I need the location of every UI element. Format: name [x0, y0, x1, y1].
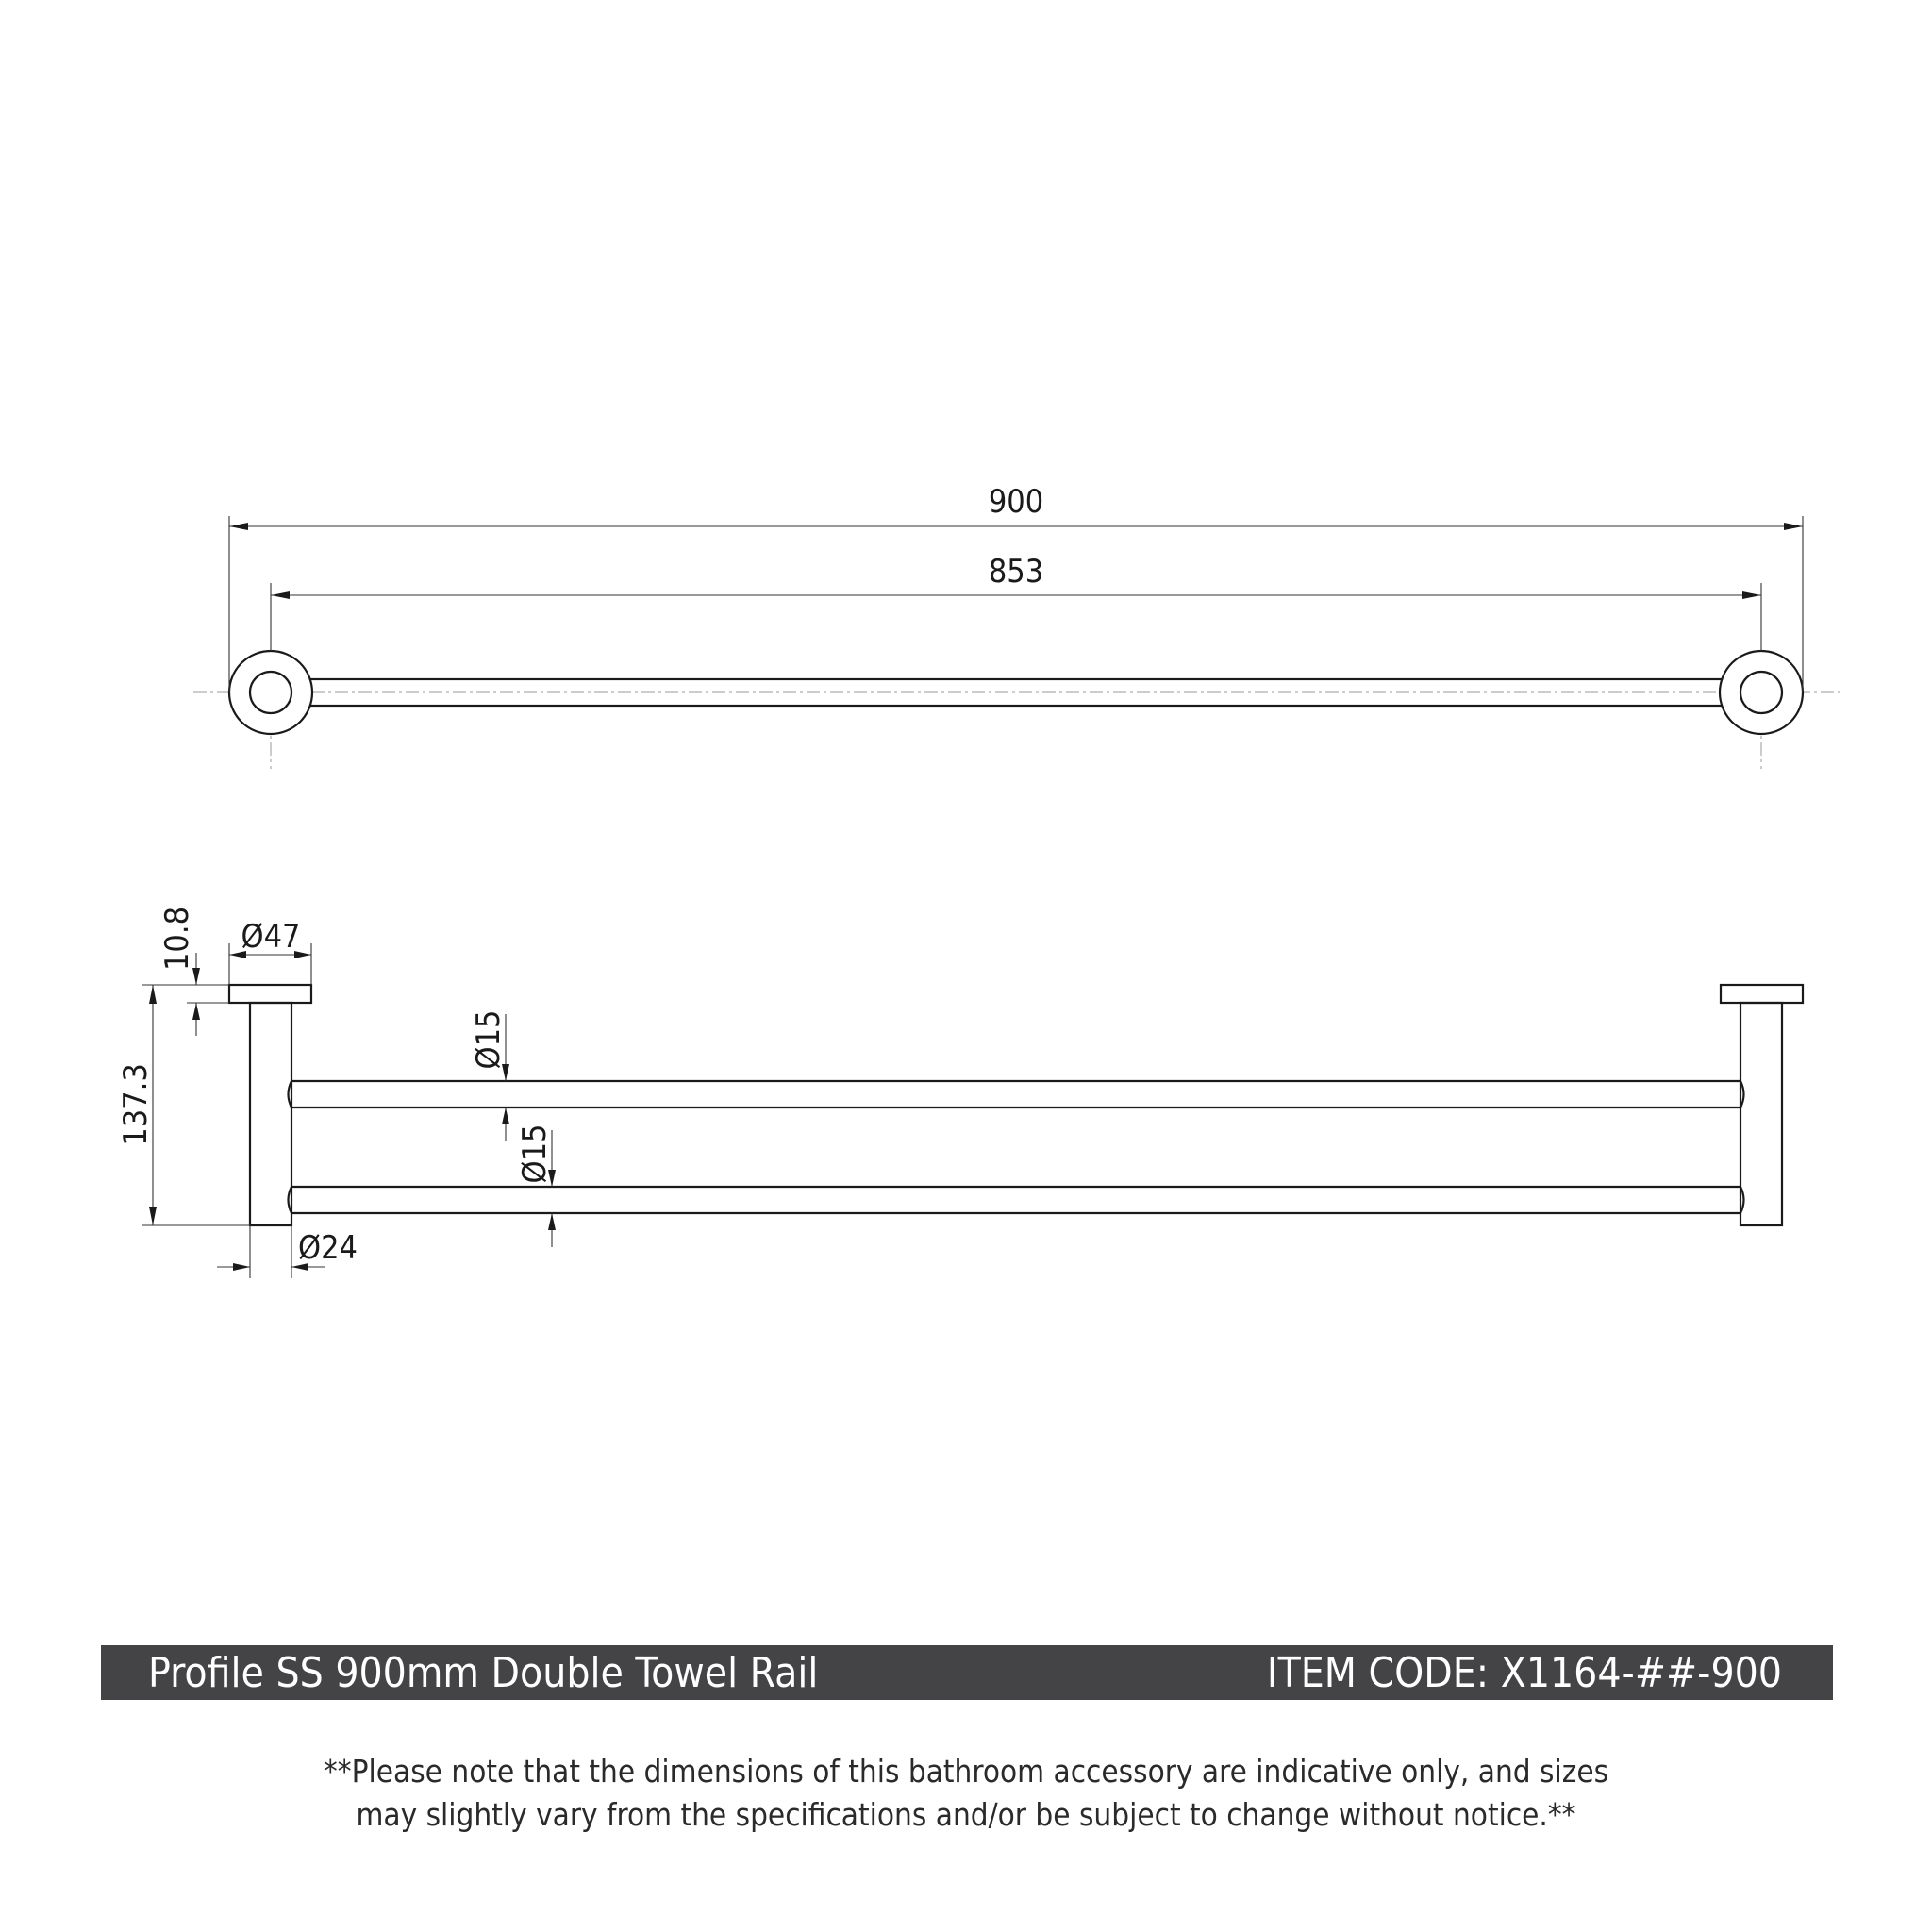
product-name: Profile SS 900mm Double Towel Rail	[148, 1648, 819, 1697]
top-view-right-flange	[1720, 651, 1803, 734]
top-view-left-flange	[229, 651, 312, 734]
dimension-label-137-3: 137.3	[117, 1063, 155, 1146]
dimension-flange-diameter	[229, 918, 311, 985]
dimension-label-900: 900	[988, 483, 1044, 521]
title-bar	[101, 1645, 1833, 1700]
dimension-label-diameter-24: Ø24	[298, 1229, 358, 1267]
front-view-lower-rail	[289, 1187, 1744, 1213]
arrowhead	[233, 1263, 250, 1271]
arrowhead	[192, 1003, 200, 1020]
dimension-flange-thickness	[158, 907, 229, 1036]
dimension-label-853: 853	[988, 553, 1044, 591]
dimension-label-upper-diameter-15: Ø15	[470, 1009, 508, 1070]
arrowhead	[149, 985, 157, 1004]
arrowhead	[1742, 591, 1761, 599]
dimension-centers	[271, 553, 1761, 651]
arrowhead	[1784, 523, 1803, 530]
front-view-right-post	[1740, 1003, 1782, 1225]
disclaimer	[0, 1750, 1932, 1837]
dimension-label-lower-diameter-15: Ø15	[516, 1124, 554, 1184]
front-view-right-flange	[1721, 985, 1803, 1003]
arrowhead	[271, 591, 290, 599]
arrowhead	[548, 1213, 556, 1230]
dimension-upper-rail-diameter	[470, 1010, 509, 1142]
disclaimer-line-2: may slightly vary from the specifications and/or be subject to change without notice.**	[356, 1796, 1576, 1833]
arrowhead	[229, 523, 248, 530]
dimension-label-10-8: 10.8	[158, 906, 196, 972]
arrowhead	[149, 1207, 157, 1225]
front-view-left-flange	[229, 985, 311, 1003]
front-view-left-post	[250, 1003, 291, 1225]
front-view-upper-rail	[289, 1081, 1744, 1108]
top-view	[193, 483, 1840, 769]
dimension-projection	[117, 985, 250, 1225]
dimension-lower-rail-diameter	[516, 1124, 556, 1248]
item-code: ITEM CODE: X1164-##-900	[1266, 1648, 1782, 1697]
front-view	[117, 907, 1803, 1278]
dimension-label-diameter-47: Ø47	[241, 918, 301, 956]
arrowhead	[502, 1108, 509, 1124]
disclaimer-line-1: **Please note that the dimensions of this bathroom accessory are indicative only, and sizes	[323, 1753, 1609, 1790]
dimension-post-diameter	[217, 1225, 358, 1278]
